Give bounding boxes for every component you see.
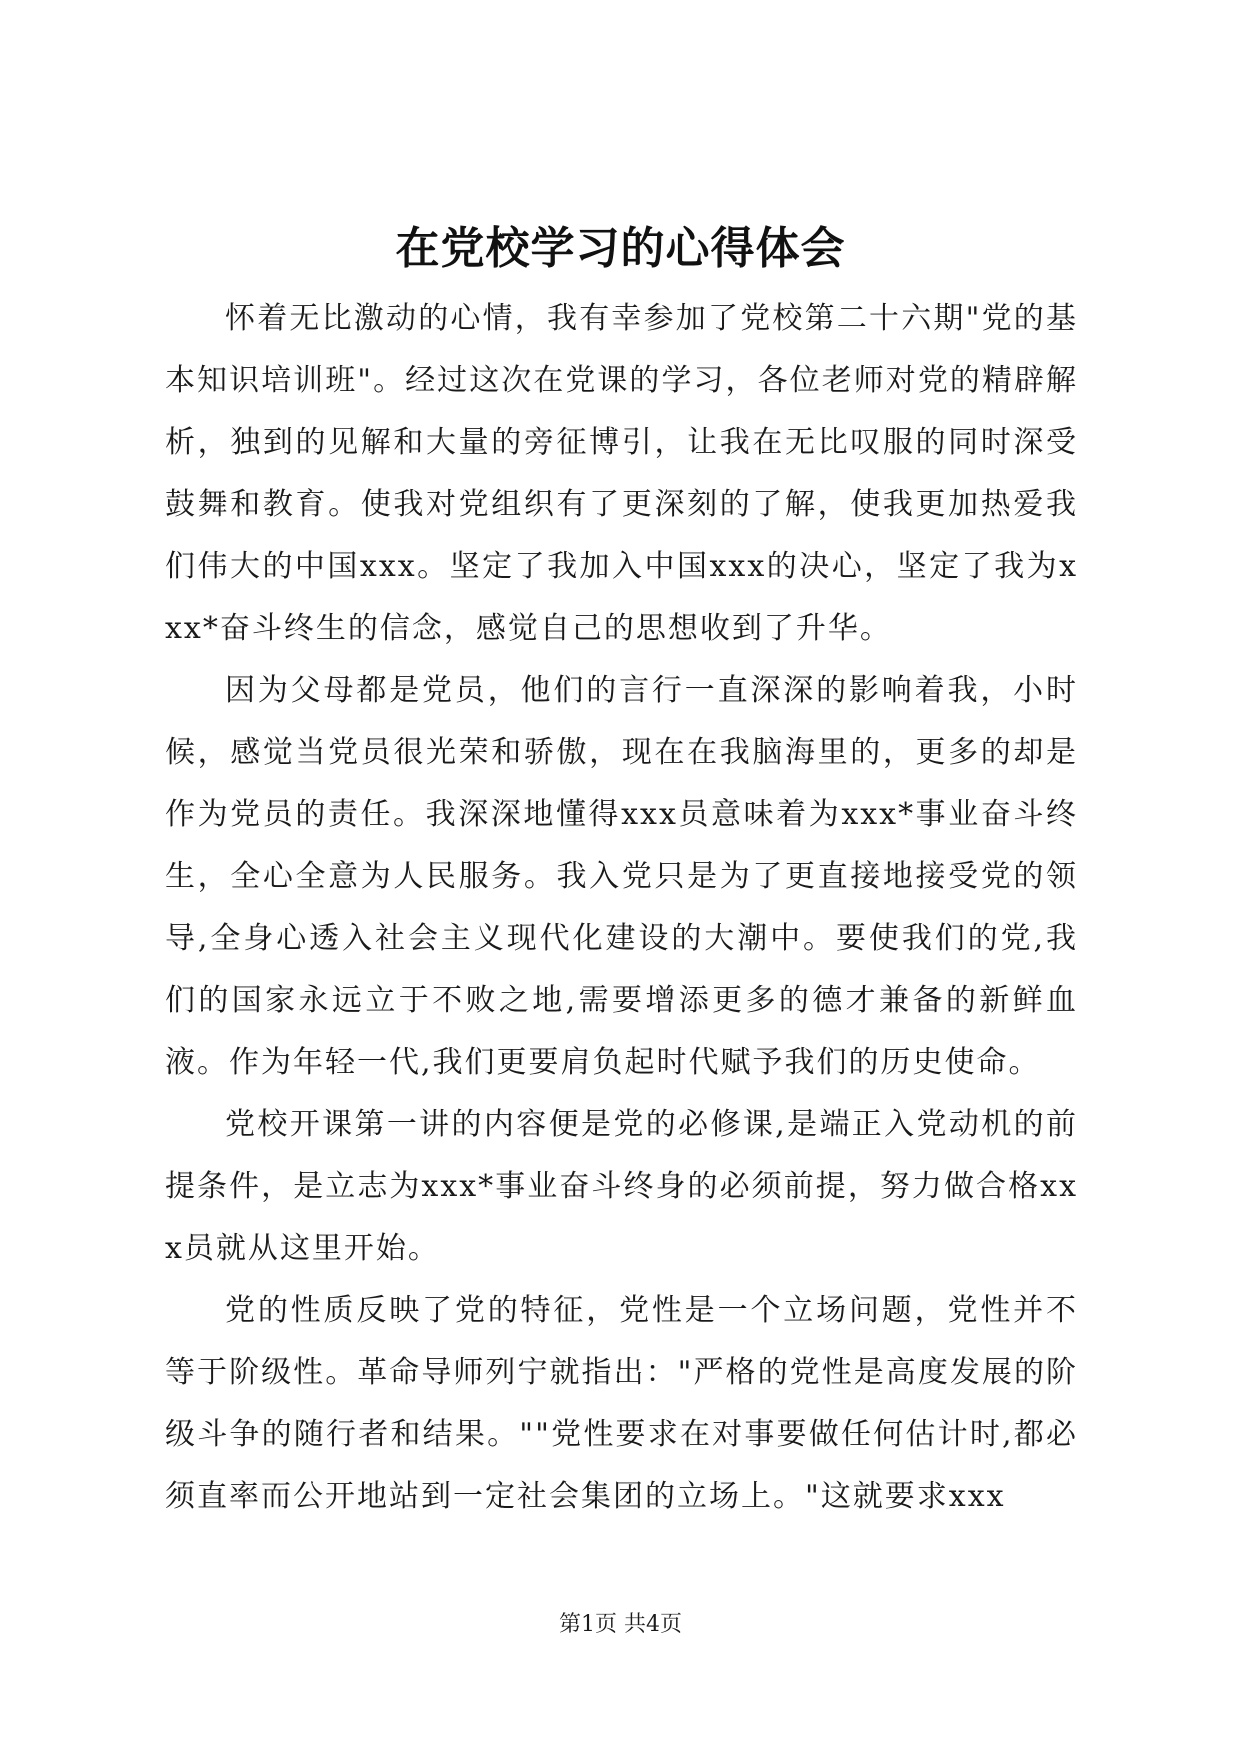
document-body — [165, 288, 1078, 1528]
paragraph-1: 怀着无比激动的心情，我有幸参加了党校第二十六期"党的基本知识培训班"。经过这次在党课的学习，各位老师对党的精辟解析，独到的见解和大量的旁征博引，让我在无比叹服的同时深受鼓舞和教育。使我对党组织有了更深刻的了解，使我更加热爱我们伟大的中国xxx。坚定了我加入中国xxx的决心，坚定了我为xxx*奋斗终生的信念，感觉自己的思想收到了升华。 — [165, 301, 1078, 646]
paragraph-3: 党校开课第一讲的内容便是党的必修课,是端正入党动机的前提条件，是立志为xxx*事业奋斗终身的必须前提，努力做合格xxx员就从这里开始。 — [165, 1107, 1078, 1266]
paragraph-4: 党的性质反映了党的特征，党性是一个立场问题，党性并不等于阶级性。革命导师列宁就指出："严格的党性是高度发展的阶级斗争的随行者和结果。""党性要求在对事要做任何估计时,都必须直率而公开地站到一定社会集团的立场上。"这就要求xxx — [165, 1293, 1078, 1514]
paragraph-2: 因为父母都是党员，他们的言行一直深深的影响着我，小时候，感觉当党员很光荣和骄傲，现在在我脑海里的，更多的却是作为党员的责任。我深深地懂得xxx员意味着为xxx*事业奋斗终生，全心全意为人民服务。我入党只是为了更直接地接受党的领导,全身心透入社会主义现代化建设的大潮中。要使我们的党,我们的国家永远立于不败之地,需要增添更多的德才兼备的新鲜血液。作为年轻一代,我们更要肩负起时代赋予我们的历史使命。 — [165, 673, 1078, 1080]
document-title: 在党校学习的心得体会 — [395, 223, 846, 274]
page-footer: 第1页 共4页 — [559, 1612, 682, 1637]
